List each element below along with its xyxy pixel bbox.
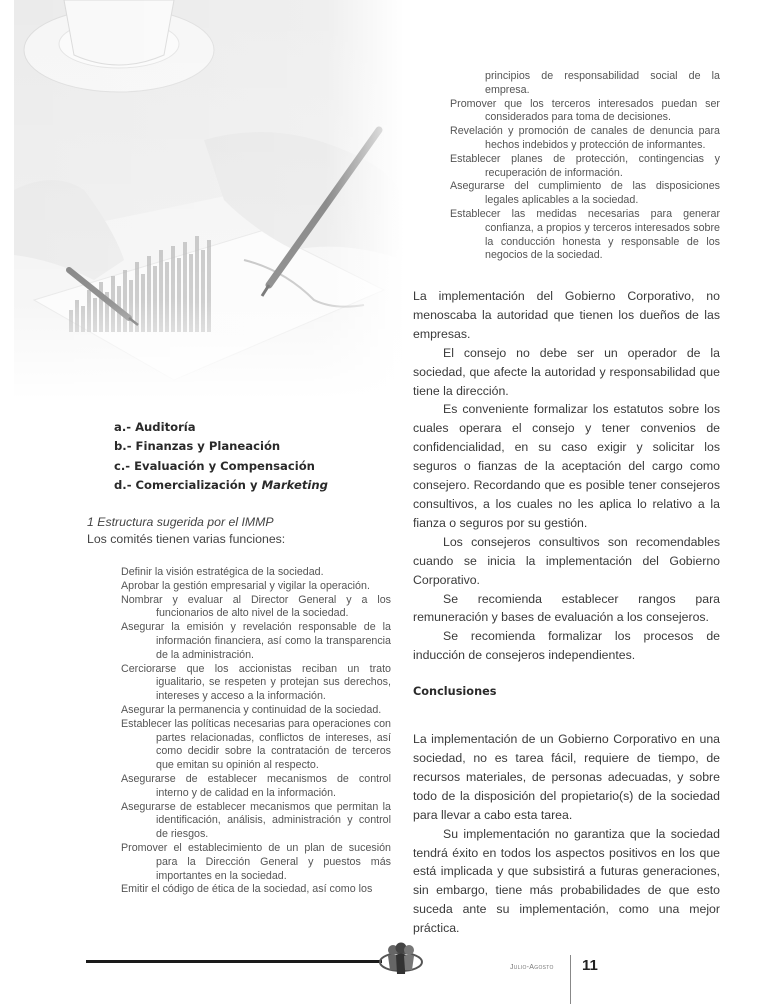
committee-item-emphasis: Marketing [261,478,328,493]
footer-rule [86,960,382,963]
committee-item: d.- Comercialización y Marketing [114,478,328,493]
function-item: Nombrar y evaluar al Director General y a los funcionarios de alto nivel de la sociedad. [121,593,391,620]
function-item: Cerciorarse que los accionistas reciban un trato igualitario, se respeten y protejan sus derechos, intereses y acceso a la información. [121,662,391,703]
paragraph: Se recomienda establecer rangos para remuneración y bases de evaluación a los consejeros. [413,591,720,625]
function-item: Establecer planes de protección, contingencias y recuperación de información. [450,152,720,179]
function-item-continuation: principios de responsabilidad social de la empresa. [485,70,720,96]
function-item: Asegurarse del cumplimiento de las disposiciones legales aplicables a la sociedad. [450,180,720,207]
function-item: Establecer las medidas necesarias para generar confianza, a propios y terceros interesados sobre la conducción honesta y responsable de los negocios de la sociedad. [450,207,720,262]
intro-text: Los comités tienen varias funciones: [87,532,286,546]
function-item: Aprobar la gestión empresarial y vigilar la operación. [121,579,370,592]
paragraph: La implementación de un Gobierno Corporativo en una sociedad, no es tarea fácil, requiere de tiempo, de recursos materiales, de personas adecuadas, y sobre todo de la disposición del propietario(s) de la sociedad para llevar a cabo esta tarea. [413,732,720,822]
functions-list-left [121,566,391,897]
business-chart-photo [14,0,404,400]
page-number: 11 [582,957,598,974]
function-item: Definir la visión estratégica de la sociedad. [121,566,324,578]
committee-item: c.- Evaluación y Compensación [114,458,315,473]
committee-item: b.- Finanzas y Planeación [114,439,281,454]
paragraph: Es conveniente formalizar los estatutos sobre los cuales operara el consejo y tener convenios de confidencialidad, en su caso exigir y solicitar los seguros o fianzas de la aceptación del cargo como consejero. Recordando que es posible tener consejeros consultivos, a los cuales no les aplica lo relativo a la fianza o seguros por su gestión. [413,402,720,530]
article-body [413,287,720,938]
footer-divider [570,955,571,1004]
function-item: Asegurar la emisión y revelación responsable de la información financiera, así como la transparencia de la administración. [121,621,391,661]
committees-list [114,418,404,496]
publisher-logo-icon [378,940,424,980]
function-item: Establecer las políticas necesarias para operaciones con partes relacionadas, conflictos de intereses, así como decidir sobre la contratación de terceros que emitan su opinión al respecto. [121,717,391,772]
function-item: Asegurar la permanencia y continuidad de la sociedad. [121,703,382,716]
functions-list-right [450,70,720,263]
figure-caption: 1 Estructura sugerida por el IMMP [87,515,274,529]
function-item: Promover el establecimiento de un plan de sucesión para la Dirección General y puestos más importantes en la sociedad. [121,841,391,882]
function-item: Revelación y promoción de canales de denuncia para hechos indebidos y protección de informantes. [450,125,720,151]
paragraph: El consejo no debe ser un operador de la sociedad, que afecte la autoridad y responsabilidad que tiene la dirección. [413,345,720,398]
paragraph: La implementación del Gobierno Corporativo, no menoscaba la autoridad que tienen los dueños de las empresas. [413,289,720,341]
paragraph: Su implementación no garantiza que la sociedad tendrá éxito en todos los aspectos positivos en los que está implicada y que subsistirá a futuras generaciones, sin embargo, tiene más probabilidades de que esto suceda ante su implementación, como una mejor práctica. [413,826,720,936]
paragraph: Se recomienda formalizar los procesos de inducción de consejeros independientes. [413,629,720,663]
section-heading: Conclusiones [413,685,497,699]
paragraph: Los consejeros consultivos son recomendables cuando se inicia la implementación del Gobierno Corporativo. [413,534,720,587]
issue-label: Julio-Agosto [510,964,554,971]
function-item: Promover que los terceros interesados puedan ser considerados para toma de decisiones. [450,97,720,124]
function-item: Asegurarse de establecer mecanismos que permitan la identificación, análisis, administración y control de riesgos. [121,800,391,841]
function-item: Emitir el código de ética de la sociedad, así como los [121,883,373,896]
committee-item: a.- Auditoría [114,420,196,434]
function-item: Asegurarse de establecer mecanismos de control interno y de calidad en la información. [121,772,391,799]
